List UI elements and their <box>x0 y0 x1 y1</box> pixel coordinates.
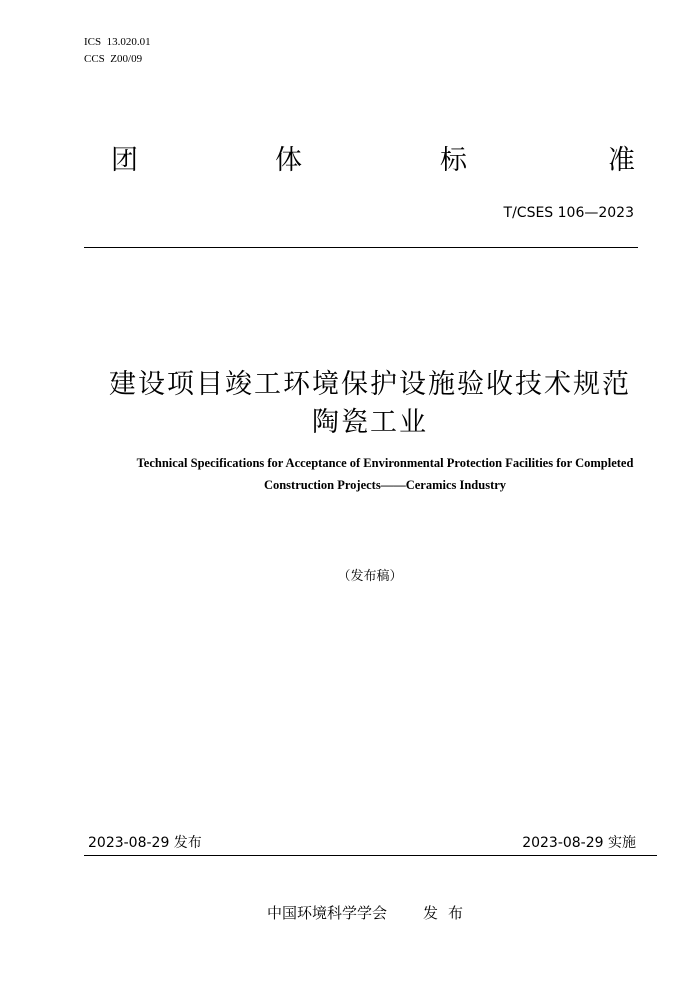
publisher-org: 中国环境科学学会 <box>266 904 387 922</box>
banner-char: 标 <box>440 145 467 176</box>
title-en-line1: Technical Specifications for Acceptance of Environmental Protection Facilities for Completed <box>136 456 634 470</box>
ccs-code: CCS Z00/09 <box>84 53 143 65</box>
banner-char: 准 <box>608 145 635 176</box>
publisher-verb: 发布 <box>423 904 474 922</box>
standard-number: T/CSES 106—2023 <box>503 205 634 221</box>
implementation-date: 2023-08-29 实施 <box>522 835 636 851</box>
standard-type-banner <box>105 138 645 178</box>
draft-status: （发布稿） <box>337 569 403 584</box>
title-zh-line2: 陶瓷工业 <box>312 407 428 438</box>
banner-char: 体 <box>275 145 302 176</box>
footer-divider <box>84 855 657 856</box>
classification-codes <box>84 34 151 68</box>
issue-date: 2023-08-29 发布 <box>88 835 202 851</box>
banner-char: 团 <box>111 145 138 176</box>
title-zh-line1: 建设项目竣工环境保护设施验收技术规范 <box>109 369 631 400</box>
ics-code: ICS 13.020.01 <box>84 36 151 48</box>
header-divider <box>84 247 638 248</box>
title-en-line2: Construction Projects——Ceramics Industry <box>263 478 507 492</box>
publisher-line <box>0 902 700 923</box>
